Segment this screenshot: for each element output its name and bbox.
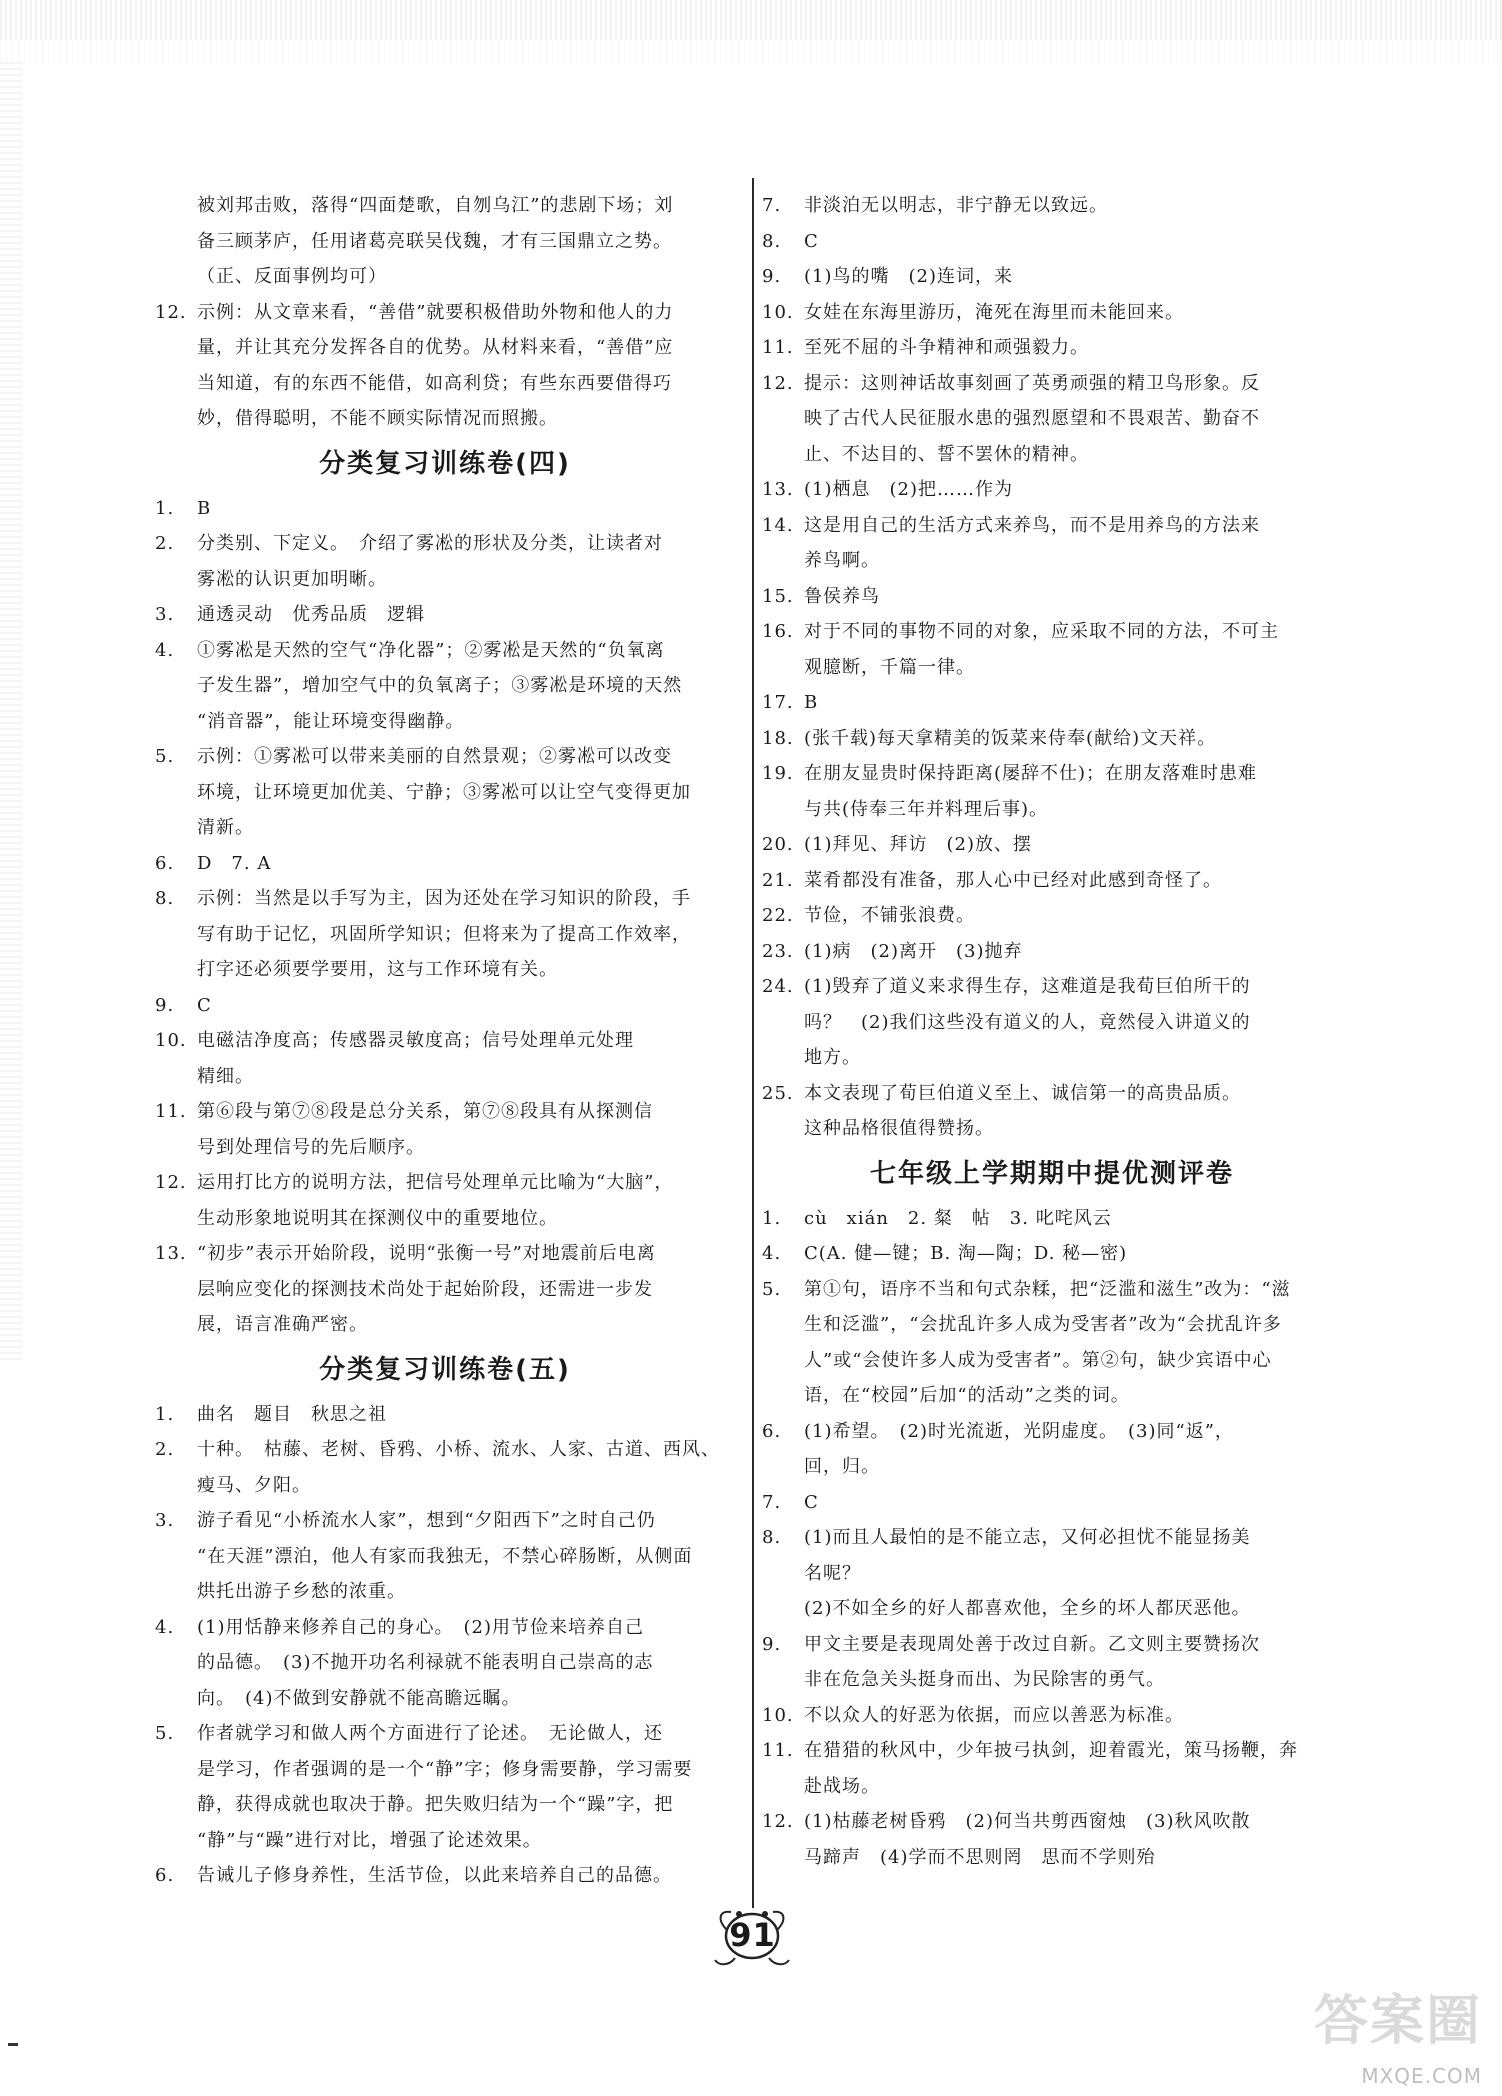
answer-item <box>762 295 1342 331</box>
answer-continuation: 的品德。 (3)不抛开功名利禄就不能表明自己崇高的志 <box>197 1652 654 1673</box>
answer-item <box>762 1236 1342 1272</box>
answer-number: 15. <box>762 585 794 607</box>
answer-text: 十种。 枯藤、老树、昏鸦、小桥、流水、人家、古道、西风、 <box>197 1439 720 1460</box>
answer-number: 9. <box>762 1633 782 1655</box>
scan-noise-top <box>0 0 1502 40</box>
answer-text: 对于不同的事物不同的对象，应采取不同的方法，不可主 <box>804 621 1279 642</box>
answer-item <box>762 188 1342 224</box>
answer-continuation: 被刘邦击败，落得“四面楚歌，自刎乌江”的悲剧下场；刘 <box>197 195 674 216</box>
answer-item <box>762 685 1342 721</box>
answer-text: 这是用自己的生活方式来养鸟，而不是用养鸟的方法来 <box>804 514 1260 536</box>
answer-continuation: 层响应变化的探测技术尚处于起始阶段，还需进一步发 <box>197 1278 653 1300</box>
answer-continuation: 马蹄声 (4)学而不思则罔 思而不学则殆 <box>804 1846 1156 1868</box>
answer-continuation: 备三顾茅庐，任用诸葛亮联吴伐魏，才有三国鼎立之势。 <box>197 230 672 252</box>
answer-item <box>762 366 1342 402</box>
answer-continuation: 子发生器”，增加空气中的负氧离子；③雾凇是环境的天然 <box>197 675 683 696</box>
answer-continuation: 雾凇的认识更加明晰。 <box>197 568 387 590</box>
answer-number: 11. <box>762 1740 794 1761</box>
answer-continuation: 生和泛滥”，“会扰乱许多人成为受害者”改为“会扰乱许多 <box>804 1314 1282 1335</box>
answer-number: 3. <box>155 1510 175 1531</box>
answer-text: 第⑥段与第⑦⑧段是总分关系，第⑦⑧段具有从探测信 <box>197 1101 653 1122</box>
answer-continuation: 观臆断，千篇一律。 <box>804 656 975 678</box>
answer-number: 20. <box>762 834 794 855</box>
watermark-logo: 答案圈 <box>1314 1989 1482 2052</box>
answer-continuation: 当知道，有的东西不能借，如高利贷；有些东西要借得巧 <box>197 372 672 394</box>
answer-item <box>155 295 735 331</box>
answer-item <box>762 756 1342 792</box>
answer-number: 12. <box>155 1172 187 1193</box>
answer-text: 在猎猎的秋风中，少年披弓执剑，迎着霞光，策马扬鞭，奔 <box>804 1740 1298 1761</box>
answer-item <box>155 846 735 882</box>
answer-text: B <box>197 497 212 519</box>
answer-number: 24. <box>762 976 794 997</box>
answer-item <box>762 508 1342 544</box>
answer-number: 5. <box>155 746 175 767</box>
answer-continuation: 瘦马、夕阳。 <box>197 1474 311 1496</box>
answer-number: 10. <box>762 301 794 323</box>
answer-number: 5. <box>762 1278 782 1300</box>
answer-continuation: 映了古代人民征服水患的强烈愿望和不畏艰苦、勤奋不 <box>804 408 1260 429</box>
answer-number: 2. <box>155 533 175 554</box>
answer-text: 曲名 题目 秋思之祖 <box>197 1403 387 1425</box>
answer-number: 2. <box>155 1439 175 1460</box>
answer-text: (1)病 (2)离开 (3)抛弃 <box>804 940 1023 962</box>
answer-continuation: “在天涯”漂泊，他人有家而我独无，不禁心碎肠断，从侧面 <box>197 1545 693 1567</box>
answer-item <box>155 881 735 917</box>
answer-continuation: 吗？ (2)我们这些没有道义的人，竟然侵入讲道义的 <box>804 1011 1251 1033</box>
answer-continuation: 号到处理信号的先后顺序。 <box>197 1136 425 1158</box>
answer-continuation: 回，归。 <box>804 1456 880 1477</box>
answer-continuation: 地方。 <box>804 1047 861 1068</box>
answer-item <box>155 1023 735 1059</box>
answer-item <box>155 1165 735 1201</box>
answer-item <box>762 1201 1342 1237</box>
answer-text: 通透灵动 优秀品质 逻辑 <box>197 604 425 625</box>
answer-continuation: (2)不如全乡的好人都喜欢他，全乡的坏人都厌恶他。 <box>804 1598 1251 1619</box>
answer-number: 5. <box>155 1723 175 1744</box>
answer-number: 8. <box>155 888 175 909</box>
answer-item <box>762 969 1342 1005</box>
answer-text: 女娃在东海里游历，淹死在海里而未能回来。 <box>804 301 1184 323</box>
answer-text: (1)拜见、拜访 (2)放、摆 <box>804 834 1032 855</box>
answer-text: (1)鸟的嘴 (2)连词，来 <box>804 266 1013 287</box>
answer-continuation: 向。 (4)不做到安静就不能高瞻远瞩。 <box>197 1687 521 1709</box>
answer-item <box>155 988 735 1024</box>
page-number: 91 <box>729 1916 776 1954</box>
answer-text: 示例：从文章来看，“善借”就要积极借助外物和他人的力 <box>197 301 674 323</box>
answer-continuation: 环境，让环境更加优美、宁静；③雾凇可以让空气变得更加 <box>197 781 691 803</box>
answer-continuation: “静”与“躁”进行对比，增强了论述效果。 <box>197 1829 542 1851</box>
answer-text: 示例：①雾凇可以带来美丽的自然景观；②雾凇可以改变 <box>197 746 672 767</box>
answer-continuation: 与共(侍奉三年并料理后事)。 <box>804 798 1049 820</box>
answer-item <box>155 633 735 669</box>
answer-item <box>762 1076 1342 1112</box>
answer-number: 25. <box>762 1082 794 1104</box>
answer-continuation: （正、反面事例均可） <box>197 266 387 287</box>
section-title: 分类复习训练卷(五) <box>319 1354 571 1385</box>
answer-continuation: 人”或“会使许多人成为受害者”。第②句，缺少宾语中心 <box>804 1349 1272 1371</box>
answer-number: 10. <box>155 1030 187 1051</box>
answer-item <box>762 1804 1342 1840</box>
answer-text: 作者就学习和做人两个方面进行了论述。 无论做人，还 <box>197 1723 663 1744</box>
answer-item <box>155 1432 735 1468</box>
answer-item <box>762 1698 1342 1734</box>
answer-continuation: 是学习，作者强调的是一个“静”字；修身需要静，学习需要 <box>197 1758 693 1780</box>
answer-number: 10. <box>762 1704 794 1726</box>
answer-item <box>762 721 1342 757</box>
answer-number: 1. <box>155 497 175 519</box>
answer-number: 3. <box>155 604 175 625</box>
answer-continuation: 打字还必须要学要用，这与工作环境有关。 <box>197 959 558 980</box>
answer-number: 4. <box>762 1243 782 1264</box>
answer-item <box>762 1733 1342 1769</box>
answer-number: 12. <box>762 372 794 394</box>
answer-continuation: 止、不达目的、誓不罢休的精神。 <box>804 443 1089 465</box>
watermark-url: MXQE.COM <box>1361 2064 1482 2088</box>
section-title: 七年级上学期期中提优测评卷 <box>869 1158 1234 1189</box>
left-column <box>155 188 735 1894</box>
answer-number: 4. <box>155 1616 175 1638</box>
answer-continuation: 赴战场。 <box>804 1775 880 1797</box>
answer-number: 14. <box>762 514 794 536</box>
answer-text: (1)枯藤老树昏鸦 (2)何当共剪西窗烛 (3)秋风吹散 <box>804 1811 1251 1832</box>
answer-continuation: 烘托出游子乡愁的浓重。 <box>197 1581 406 1602</box>
answer-text: (1)栖息 (2)把……作为 <box>804 479 1013 500</box>
answer-number: 23. <box>762 940 794 962</box>
scan-noise-top-2 <box>0 40 1502 64</box>
answer-text: C <box>197 994 212 1016</box>
answer-number: 1. <box>762 1207 782 1229</box>
answer-number: 18. <box>762 727 794 749</box>
answer-text: ①雾凇是天然的空气“净化器”；②雾凇是天然的“负氧离 <box>197 639 665 661</box>
answer-continuation: 量，并让其充分发挥各自的优势。从材料来看，“善借”应 <box>197 337 674 358</box>
answer-item <box>155 739 735 775</box>
answer-text: C(A. 健—键；B. 淘—陶；D. 秘—密) <box>804 1243 1128 1264</box>
answer-text: 鲁侯养鸟 <box>804 585 880 607</box>
answer-text: (1)希望。 (2)时光流逝，光阴虚度。 (3)同“返”， <box>804 1420 1234 1442</box>
answer-continuation: 这种品格很值得赞扬。 <box>804 1118 994 1139</box>
answer-text: 在朋友显贵时保持距离(屡辞不仕)；在朋友落难时患难 <box>804 763 1258 784</box>
answer-text: 不以众人的好恶为依据，而应以善恶为标准。 <box>804 1704 1184 1726</box>
answer-number: 7. <box>762 1491 782 1513</box>
answer-number: 11. <box>762 337 794 358</box>
answer-number: 9. <box>155 994 175 1016</box>
answer-item <box>762 579 1342 615</box>
answer-text: 运用打比方的说明方法，把信号处理单元比喻为“大脑”， <box>197 1172 674 1193</box>
answer-item <box>762 1485 1342 1521</box>
answer-number: 12. <box>762 1811 794 1832</box>
answer-number: 19. <box>762 763 794 784</box>
answer-text: 分类别、下定义。 介绍了雾凇的形状及分类，让读者对 <box>197 533 663 554</box>
answer-text: 节俭，不铺张浪费。 <box>804 905 975 926</box>
answer-number: 22. <box>762 905 794 926</box>
answer-text: “初步”表示开始阶段，说明“张衡一号”对地震前后电离 <box>197 1243 656 1264</box>
answer-text: (1)毁弃了道义来求得生存，这难道是我荀巨伯所干的 <box>804 976 1251 997</box>
answer-item <box>762 898 1342 934</box>
answer-text: cù xián 2. 粲 帖 3. 叱咤风云 <box>804 1207 1112 1229</box>
section-title: 分类复习训练卷(四) <box>319 448 571 479</box>
answer-continuation: 语，在“校园”后加“的活动”之类的词。 <box>804 1385 1130 1406</box>
answer-number: 16. <box>762 621 794 642</box>
answer-text: 菜肴都没有准备，那人心中已经对此感到奇怪了。 <box>804 869 1222 891</box>
answer-text: C <box>804 230 819 252</box>
answer-text: 示例：当然是以手写为主，因为还处在学习知识的阶段，手 <box>197 888 691 909</box>
answer-number: 12. <box>155 301 187 323</box>
answer-item <box>762 1627 1342 1663</box>
answer-continuation: 生动形象地说明其在探测仪中的重要地位。 <box>197 1207 558 1229</box>
answer-item <box>762 330 1342 366</box>
answer-number: 13. <box>155 1243 187 1264</box>
answer-continuation: “消音器”，能让环境变得幽静。 <box>197 710 465 732</box>
answer-item <box>155 491 735 527</box>
answer-number: 9. <box>762 266 782 287</box>
answer-continuation: 静，获得成就也取决于静。把失败归结为一个“躁”字，把 <box>197 1794 674 1815</box>
answer-continuation: 妙，借得聪明，不能不顾实际情况而照搬。 <box>197 408 558 429</box>
answer-item <box>155 1236 735 1272</box>
answer-number: 7. <box>762 195 782 216</box>
answer-item <box>762 827 1342 863</box>
answer-continuation: 展，语言准确严密。 <box>197 1314 368 1335</box>
answer-text: 第①句，语序不当和句式杂糅，把“泛滥和滋生”改为：“滋 <box>804 1278 1291 1300</box>
answer-text: 告诫儿子修身养性，生活节俭，以此来培养自己的品德。 <box>197 1865 672 1886</box>
scan-noise-left <box>0 60 22 1360</box>
answer-item <box>155 1503 735 1539</box>
answer-continuation: 清新。 <box>197 817 254 838</box>
answer-item <box>762 934 1342 970</box>
answer-number: 1. <box>155 1403 175 1425</box>
answer-text: 电磁洁净度高；传感器灵敏度高；信号处理单元处理 <box>197 1030 634 1051</box>
answer-number: 4. <box>155 639 175 661</box>
answer-number: 8. <box>762 230 782 252</box>
answer-item <box>155 1858 735 1894</box>
answer-text: 提示：这则神话故事刻画了英勇顽强的精卫鸟形象。反 <box>804 372 1260 394</box>
answer-number: 17. <box>762 692 794 713</box>
answer-number: 11. <box>155 1101 187 1122</box>
answer-item <box>155 1610 735 1646</box>
answer-text: 甲文主要是表现周处善于改过自新。乙文则主要赞扬次 <box>804 1633 1260 1655</box>
answer-item <box>762 1272 1342 1308</box>
column-divider <box>752 178 754 1908</box>
answer-number: 21. <box>762 869 794 891</box>
answer-continuation: 名呢？ <box>804 1562 861 1584</box>
answer-item <box>762 1520 1342 1556</box>
answer-text: B <box>804 692 819 713</box>
answer-number: 6. <box>155 852 175 874</box>
answer-continuation: 精细。 <box>197 1065 254 1087</box>
answer-continuation: 非在危急关头挺身而出、为民除害的勇气。 <box>804 1669 1165 1690</box>
answer-text: D 7. A <box>197 852 272 874</box>
answer-item <box>762 259 1342 295</box>
answer-number: 13. <box>762 479 794 500</box>
scan-mark <box>8 2043 18 2046</box>
answer-text: (张千载)每天拿精美的饭菜来侍奉(献给)文天祥。 <box>804 727 1217 749</box>
answer-item <box>762 614 1342 650</box>
answer-item <box>762 1414 1342 1450</box>
answer-continuation: 写有助于记忆，巩固所学知识；但将来为了提高工作效率， <box>197 923 691 945</box>
answer-text: 游子看见“小桥流水人家”，想到“夕阳西下”之时自己仍 <box>197 1510 656 1531</box>
answer-number: 6. <box>155 1865 175 1886</box>
answer-item <box>155 1716 735 1752</box>
answer-number: 6. <box>762 1420 782 1442</box>
answer-text: C <box>804 1491 819 1513</box>
right-column <box>762 188 1342 1875</box>
watermark <box>1232 1978 1482 2088</box>
answer-text: (1)用恬静来修养自己的身心。 (2)用节俭来培养自己 <box>197 1616 644 1638</box>
answer-continuation: 养鸟啊。 <box>804 550 880 571</box>
answer-item <box>155 597 735 633</box>
answer-item <box>762 224 1342 260</box>
answer-text: 非淡泊无以明志，非宁静无以致远。 <box>804 195 1108 216</box>
answer-item <box>155 526 735 562</box>
answer-number: 8. <box>762 1527 782 1548</box>
answer-text: 本文表现了荀巨伯道义至上、诚信第一的高贵品质。 <box>804 1082 1241 1104</box>
answer-text: 至死不屈的斗争精神和顽强毅力。 <box>804 337 1089 358</box>
answer-item <box>762 863 1342 899</box>
answer-item <box>155 1094 735 1130</box>
answer-item <box>762 472 1342 508</box>
answer-text: (1)而且人最怕的是不能立志，又何必担忧不能显扬美 <box>804 1527 1251 1548</box>
page-number-badge <box>705 1900 800 1970</box>
answer-item <box>155 1397 735 1433</box>
